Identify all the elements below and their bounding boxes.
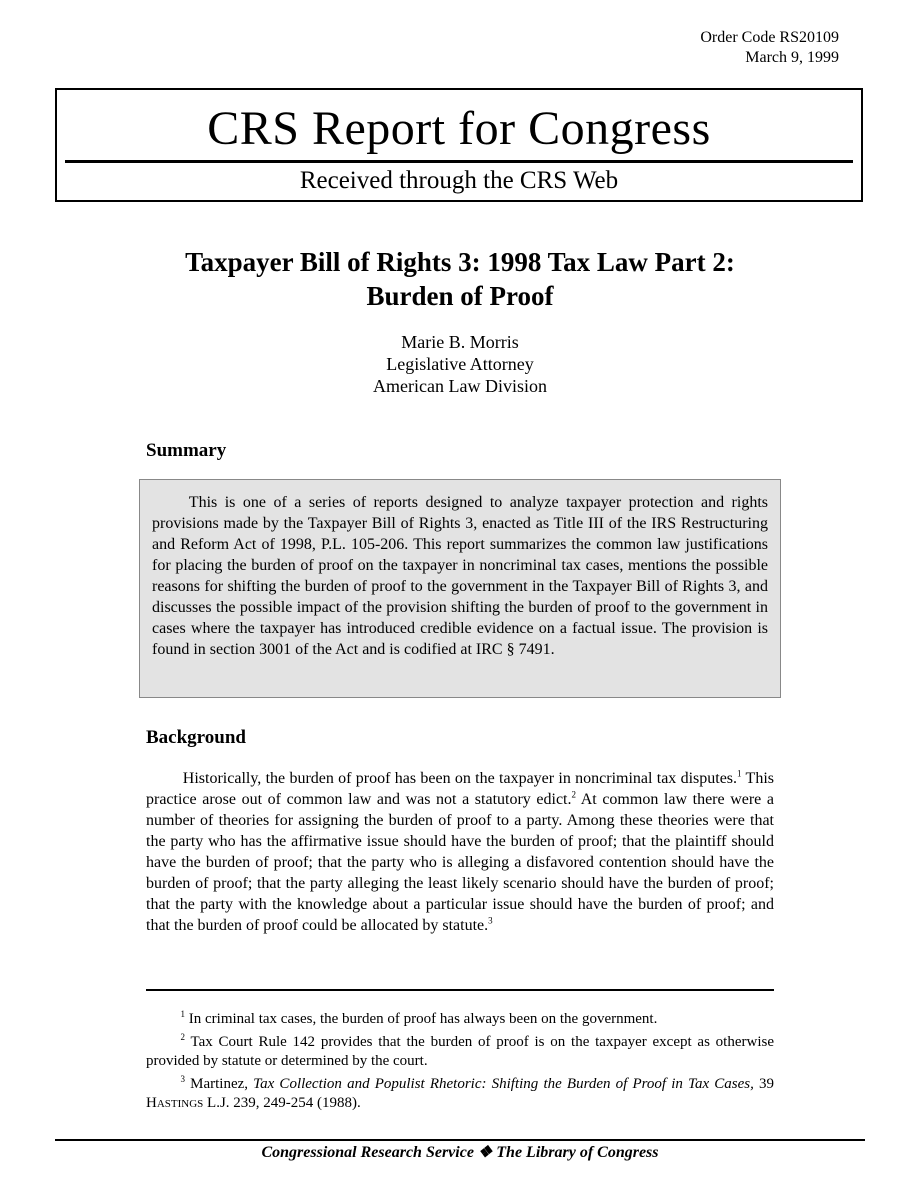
footnote-volume: 39: [753, 1076, 775, 1092]
footer: Congressional Research Service ❖ The Library of Congress: [261, 1144, 659, 1161]
footnote-divider: [146, 989, 774, 991]
footnote-ref-2[interactable]: 2: [571, 789, 576, 800]
order-info: [700, 28, 839, 68]
footnote-number: 2: [180, 1032, 185, 1042]
document-title-line-1: Taxpayer Bill of Rights 3: 1998 Tax Law Part 2:: [185, 247, 735, 277]
masthead-subtitle: Received through the CRS Web: [299, 167, 619, 194]
footnote-number: 3: [180, 1074, 185, 1084]
footnote-text: Tax Court Rule 142 provides that the burden of proof is on the taxpayer except as otherwise provided by statute or determined by the court.: [146, 1034, 774, 1069]
author-name: Marie B. Morris: [401, 332, 519, 352]
summary-heading: Summary: [146, 440, 227, 461]
footnote-ref-3[interactable]: 3: [488, 915, 493, 926]
footnote-ref-1[interactable]: 1: [737, 768, 742, 779]
footnote-1: [146, 1010, 774, 1029]
masthead: [55, 88, 863, 202]
footnote-number: 1: [180, 1009, 185, 1019]
background-heading: Background: [146, 727, 246, 748]
masthead-title: CRS Report for Congress: [207, 102, 711, 155]
background-text-1: Historically, the burden of proof has been on the taxpayer in noncriminal tax disputes.: [182, 770, 738, 787]
author-block: [260, 331, 660, 397]
footer-rule: [55, 1139, 865, 1141]
report-date: March 9, 1999: [745, 49, 839, 66]
author-division: American Law Division: [373, 376, 547, 396]
background-text-2: This practice arose out of common law and was not a statutory edict.: [146, 770, 775, 808]
author-title: Legislative Attorney: [386, 354, 534, 374]
summary-box: [139, 479, 781, 698]
footnote-text: In criminal tax cases, the burden of proof has always been on the government.: [185, 1011, 658, 1027]
background-paragraph: [146, 768, 774, 936]
summary-text: This is one of a series of reports designed to analyze taxpayer protection and rights provisions made by the Taxpayer Bill of Rights 3, enacted as Title III of the IRS Restructuring and Reform Act of 1998, P.L. 105-206. This report summarizes the common law justifications for placing the burden of proof on the taxpayer in noncriminal tax cases, mentions the possible reasons for shifting the burden of proof to the government in the Taxpayer Bill of Rights 3, and discusses the possible impact of the provision shifting the burden of proof to the government in cases where the taxpayer has introduced credible evidence on a factual issue. The provision is found in section 3001 of the Act and is codified at IRC § 7491.: [152, 494, 768, 658]
footnotes: [146, 1010, 774, 1117]
document-title: [130, 245, 790, 313]
masthead-rule: [65, 160, 853, 163]
footnote-2: [146, 1033, 774, 1071]
background-text-3: At common law there were a number of theories for assigning the burden of proof to a party. Among these theories were that the party who has the affirmative issue should have the burden of proof; that the plaintiff should have the burden of proof; that the party who is alleging a disfavored contention should have the burden of proof; that the party alleging the least likely scenario should have the burden of proof; that the party with the knowledge about a particular issue should have the burden of proof; and that the burden of proof could be allocated by statute.: [146, 791, 774, 934]
footnote-3: [146, 1075, 774, 1113]
footnote-journal: Hastings: [146, 1095, 204, 1111]
document-title-line-2: Burden of Proof: [366, 281, 554, 311]
footnote-citation: L.J. 239, 249-254 (1988).: [203, 1095, 361, 1111]
order-code: Order Code RS20109: [700, 29, 839, 46]
footnote-article-title: Tax Collection and Populist Rhetoric: Shifting the Burden of Proof in Tax Cases,: [253, 1076, 754, 1092]
footnote-author: Martinez,: [185, 1076, 254, 1092]
